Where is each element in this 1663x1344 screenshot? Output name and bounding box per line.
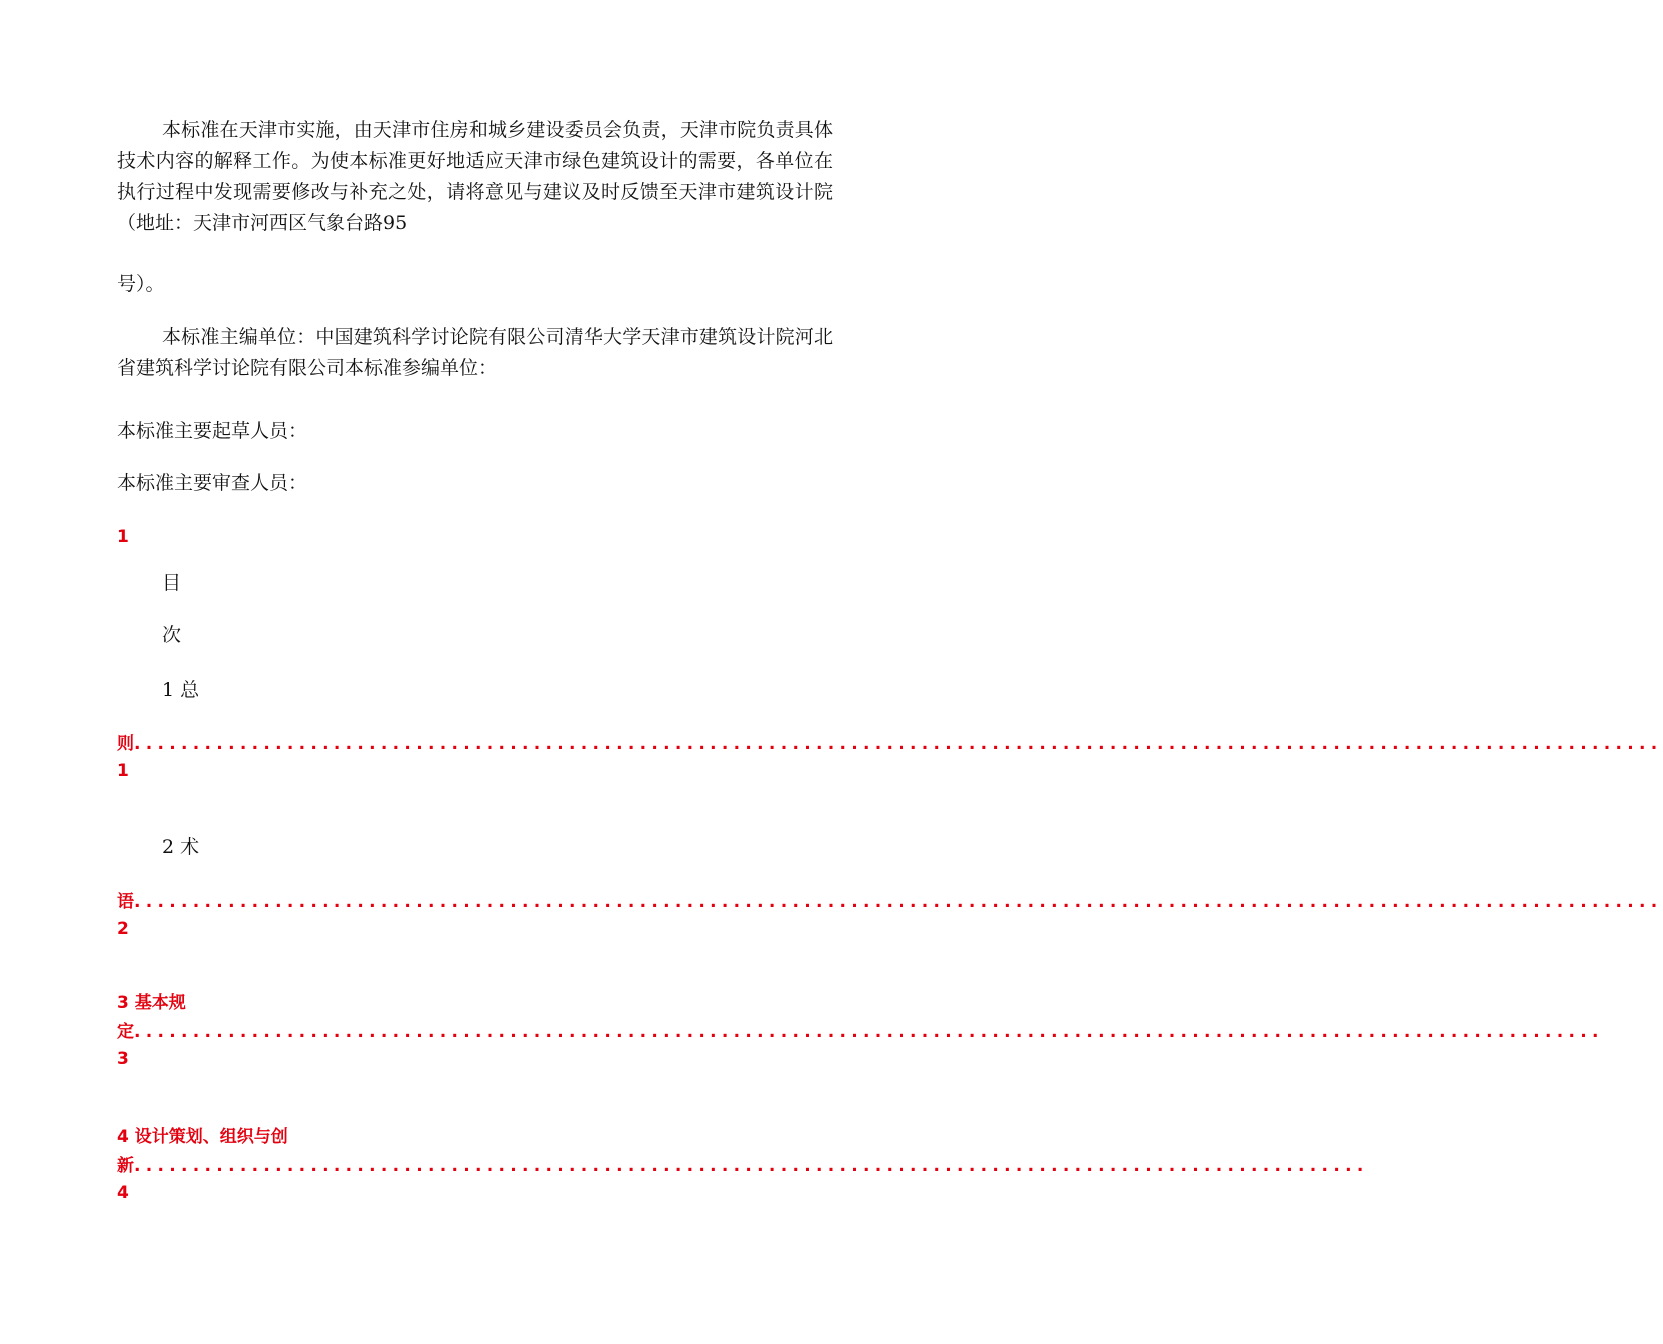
toc-heading-2: 次	[162, 624, 182, 646]
toc-item-3-page: 3	[117, 1049, 129, 1069]
toc-item-4-prefix: 4 设计策划、组织与创	[117, 1127, 288, 1147]
intro-paragraph-1	[117, 115, 833, 239]
toc-item-2-page: 2	[117, 919, 129, 939]
toc-item-1-tail: 则	[117, 734, 134, 754]
toc-item-1-prefix: 1 总	[162, 679, 200, 701]
toc-item-2-prefix: 2 术	[162, 836, 200, 858]
toc-leader-dots: ..................................................................................................................................	[134, 892, 1663, 912]
toc-item-3-tail: 定	[117, 1022, 134, 1042]
toc-item-1-page: 1	[117, 761, 129, 781]
drafters-line: 本标准主要起草人员：	[117, 420, 308, 442]
toc-item-2-tail: 语	[117, 892, 134, 912]
toc-heading-1: 目	[162, 572, 182, 594]
toc-item-4-page: 4	[117, 1183, 129, 1203]
page-marker: 1	[117, 527, 129, 547]
toc-item-4-tail: 新	[117, 1156, 134, 1176]
toc-item-1-entry[interactable]	[117, 731, 1663, 785]
intro-paragraph-1-end: 号）。	[117, 273, 165, 295]
toc-item-4-entry[interactable]	[117, 1153, 1369, 1207]
toc-leader-dots: ..................................................................................................................................	[134, 734, 1663, 754]
toc-item-2-entry[interactable]	[117, 889, 1663, 943]
intro-paragraph-1-text: 本标准在天津市实施，由天津市住房和城乡建设委员会负责，天津市院负责具体技术内容的解释工作。为使本标准更好地适应天津市绿色建筑设计的需要，各单位在执行过程中发现需要修改与补充之处，请将意见与建议及时反馈至天津市建筑设计院（地址：天津市河西区气象台路95	[117, 119, 833, 234]
reviewers-line: 本标准主要审查人员：	[117, 472, 308, 494]
toc-item-3-entry[interactable]	[117, 1019, 1604, 1073]
toc-item-3-prefix: 3 基本规	[117, 993, 186, 1013]
toc-leader-dots: .........................................................................................................	[134, 1156, 1369, 1176]
intro-paragraph-2: 本标准主编单位：中国建筑科学讨论院有限公司清华大学天津市建筑设计院河北省建筑科学讨论院有限公司本标准参编单位：	[117, 326, 833, 379]
toc-leader-dots: .............................................................................................................................	[134, 1022, 1604, 1042]
